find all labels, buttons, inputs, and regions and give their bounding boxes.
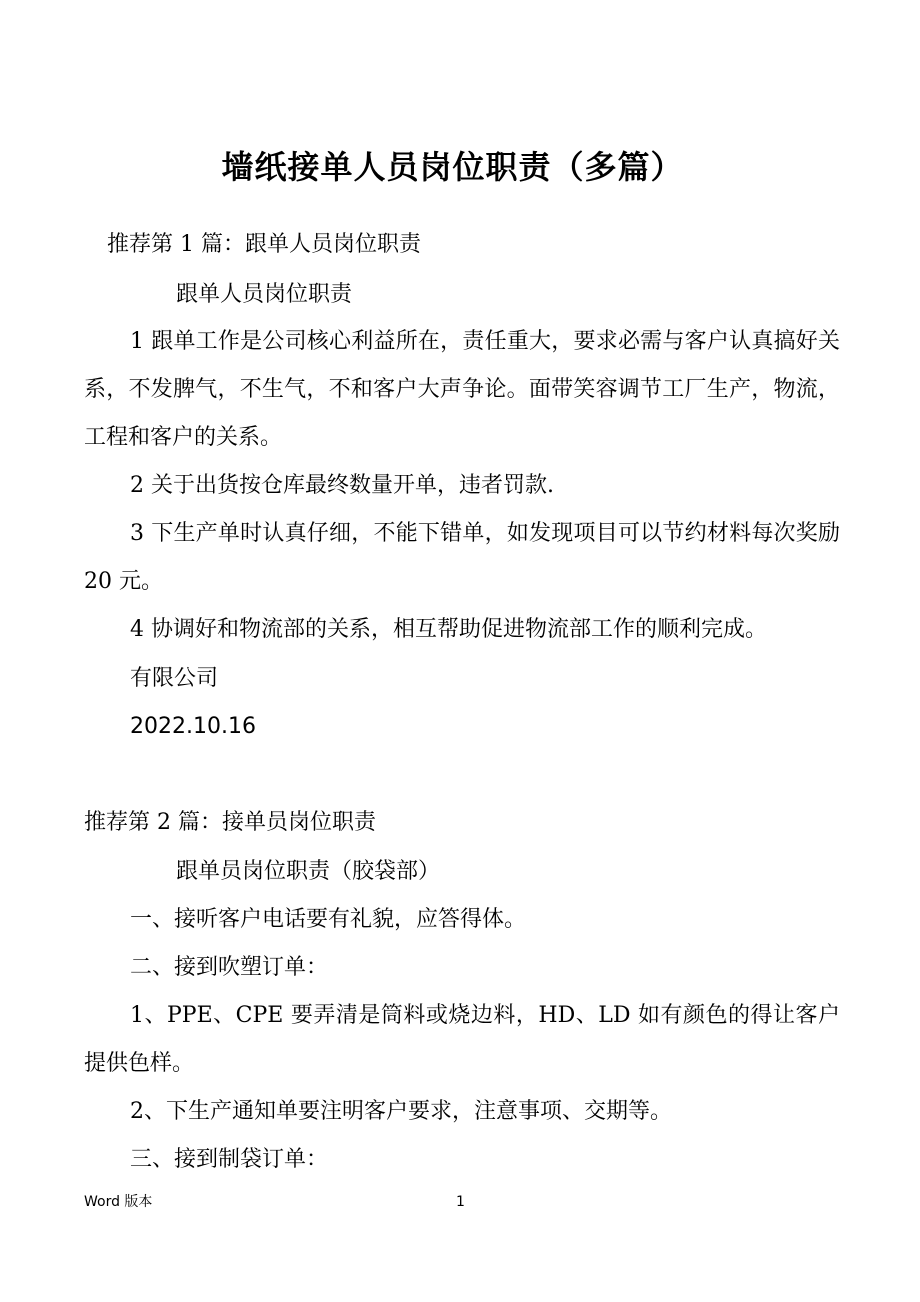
section-1-heading: 推荐第 1 篇：跟单人员岗位职责 xyxy=(107,232,421,257)
section-2-item-3: 1、PPE、CPE 要弄清是筒料或烧边料，HD、LD 如有颜色的得让客户提供色样。 xyxy=(84,1003,840,1076)
section-2-item-4: 2、下生产通知单要注明客户要求，注意事项、交期等。 xyxy=(130,1099,672,1124)
document-title: 墙纸接单人员岗位职责（多篇） xyxy=(221,148,684,186)
page-number: 1 xyxy=(456,1194,465,1210)
section-2-heading: 推荐第 2 篇：接单员岗位职责 xyxy=(84,810,376,835)
document-date: 2022.10.16 xyxy=(130,714,256,739)
section-2-subtitle: 跟单员岗位职责（胶袋部） xyxy=(176,859,441,884)
section-1-item-3: 3 下生产单时认真仔细，不能下错单，如发现项目可以节约材料每次奖励 20 元。 xyxy=(84,521,840,594)
section-2-item-1: 一、接听客户电话要有礼貌，应答得体。 xyxy=(130,907,527,932)
section-2-item-5: 三、接到制袋订单： xyxy=(130,1147,329,1172)
section-1-subtitle: 跟单人员岗位职责 xyxy=(176,282,353,307)
section-2-item-2: 二、接到吹塑订单： xyxy=(130,955,329,980)
section-1-item-2: 2 关于出货按仓库最终数量开单，违者罚款. xyxy=(130,473,554,498)
section-1-item-1: 1 跟单工作是公司核心利益所在，责任重大，要求必需与客户认真搞好关系，不发脾气，不生气，不和客户大声争论。面带笑容调节工厂生产，物流，工程和客户的关系。 xyxy=(84,329,840,450)
company-name: 有限公司 xyxy=(130,666,219,691)
section-1-item-4: 4 协调好和物流部的关系，相互帮助促进物流部工作的顺利完成。 xyxy=(130,617,767,642)
footer-label: Word 版本 xyxy=(84,1194,153,1210)
